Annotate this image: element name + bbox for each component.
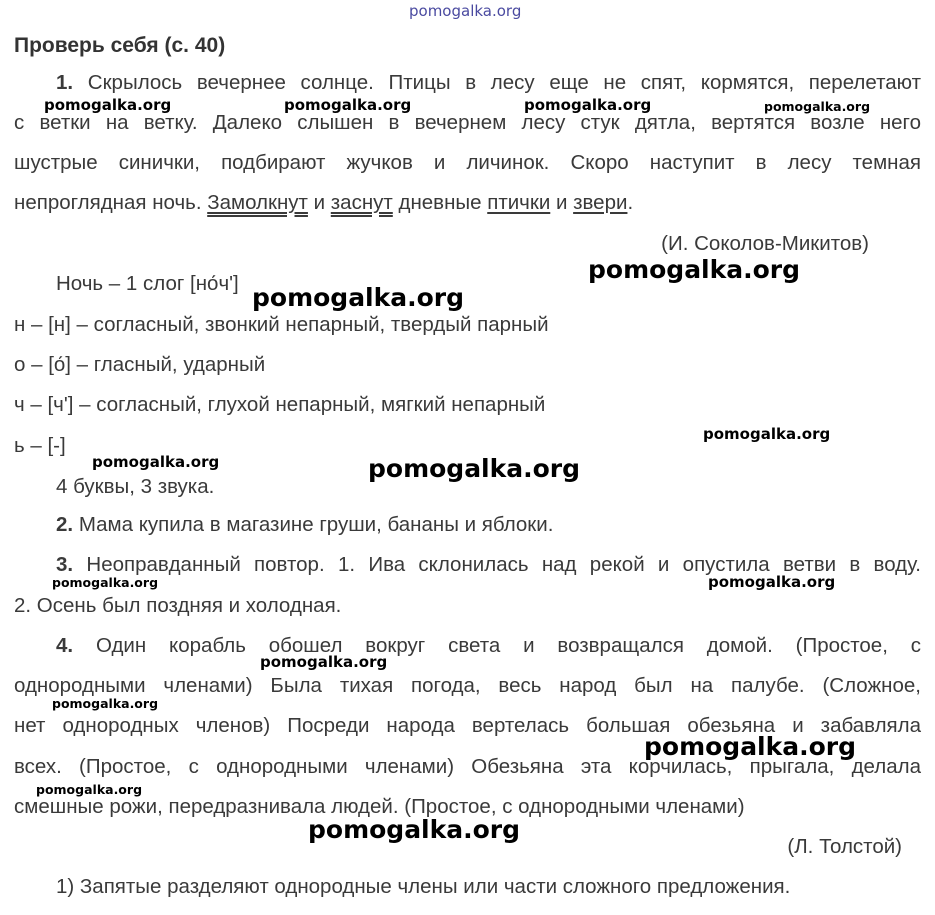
ex1-and2: и xyxy=(550,191,574,214)
watermark: pomogalka.org xyxy=(708,573,836,591)
watermark: pomogalka.org xyxy=(92,453,220,471)
watermark: pomogalka.org xyxy=(252,283,465,312)
phonetic-total: 4 буквы, 3 звука. xyxy=(56,475,215,498)
ex1-number: 1. xyxy=(56,71,74,94)
ex4-line2: однородными членами) Была тихая погода, весь народ был на палубе. (Сложное, xyxy=(14,674,921,697)
watermark: pomogalka.org xyxy=(52,575,159,590)
word-ptichki: птички xyxy=(487,191,551,214)
watermark: pomogalka.org xyxy=(36,782,143,797)
ex4-number: 4. xyxy=(56,634,74,657)
ex2-line xyxy=(56,513,921,537)
watermark: pomogalka.org xyxy=(260,653,388,671)
phonetic-o: о – [о́] – гласный, ударный xyxy=(14,353,266,376)
watermark: pomogalka.org xyxy=(368,454,581,483)
ex4-line1-text: Один корабль обошел вокруг света и возвращался домой. (Простое, с xyxy=(95,634,921,657)
watermark: pomogalka.org xyxy=(588,255,801,284)
phonetic-head: Ночь – 1 слог [но́ч'] xyxy=(56,272,239,295)
watermark: pomogalka.org xyxy=(644,732,857,761)
ex3-line2: 2. Осень был поздняя и холодная. xyxy=(14,594,342,617)
phonetic-soft-sign: ь – [-] xyxy=(14,434,66,457)
phonetic-n: н – [н] – согласный, звонкий непарный, твердый парный xyxy=(14,313,549,336)
ex1-line2: с ветки на ветку. Далеко слышен в вечернем лесу стук дятла, вертятся возле него xyxy=(14,111,921,134)
ex4-line4: всех. (Простое, с однородными членами) Обезьяна эта корчилась, прыгала, делала xyxy=(14,755,921,778)
ex2-text: Мама купила в магазине груши, бананы и яблоки. xyxy=(78,513,554,536)
watermark: pomogalka.org xyxy=(524,96,652,114)
watermark: pomogalka.org xyxy=(44,96,172,114)
watermark: pomogalka.org xyxy=(52,696,159,711)
ex4-line1 xyxy=(56,634,921,658)
ex1-line3: шустрые синички, подбирают жучков и личинок. Скоро наступит в лесу темная xyxy=(14,151,921,174)
ex1-and1: и xyxy=(307,191,331,214)
page-title: Проверь себя (с. 40) xyxy=(14,34,226,57)
phonetic-ch: ч – [ч'] – согласный, глухой непарный, мягкий непарный xyxy=(14,393,546,416)
ex4-note: 1) Запятые разделяют однородные члены или части сложного предложения. xyxy=(56,875,791,898)
ex1-line1-text: Скрылось вечернее солнце. Птицы в лесу еще не спят, кормятся, перелетают xyxy=(87,71,921,94)
ex3-number: 3. xyxy=(56,553,74,576)
ex4-author: (Л. Толстой) xyxy=(787,835,902,858)
watermark: pomogalka.org xyxy=(284,96,412,114)
ex4-line5: смешные рожи, передразнивала людей. (Простое, с однородными членами) xyxy=(14,795,745,818)
ex2-number: 2. xyxy=(56,513,74,536)
ex3-line1-text: Неоправданный повтор. 1. Ива склонилась над рекой и опустила ветви в воду. xyxy=(86,553,921,576)
watermark: pomogalka.org xyxy=(308,815,521,844)
ex1-line1 xyxy=(56,71,921,95)
ex1-author: (И. Соколов-Микитов) xyxy=(661,232,869,255)
ex1-line4-pre: непроглядная ночь. xyxy=(14,191,208,214)
watermark: pomogalka.org xyxy=(764,99,871,114)
word-zamolknut: Замолкнут xyxy=(207,191,308,214)
ex1-end: . xyxy=(627,191,634,214)
watermark-top: pomogalka.org xyxy=(409,2,522,20)
word-zveri: звери xyxy=(573,191,628,214)
word-zasnut: заснут xyxy=(330,191,393,214)
ex1-mid: дневные xyxy=(392,191,488,214)
ex4-line3: нет однородных членов) Посреди народа вертелась большая обезьяна и забавляла xyxy=(14,714,921,737)
watermark: pomogalka.org xyxy=(703,425,831,443)
ex1-line4 xyxy=(14,191,921,215)
